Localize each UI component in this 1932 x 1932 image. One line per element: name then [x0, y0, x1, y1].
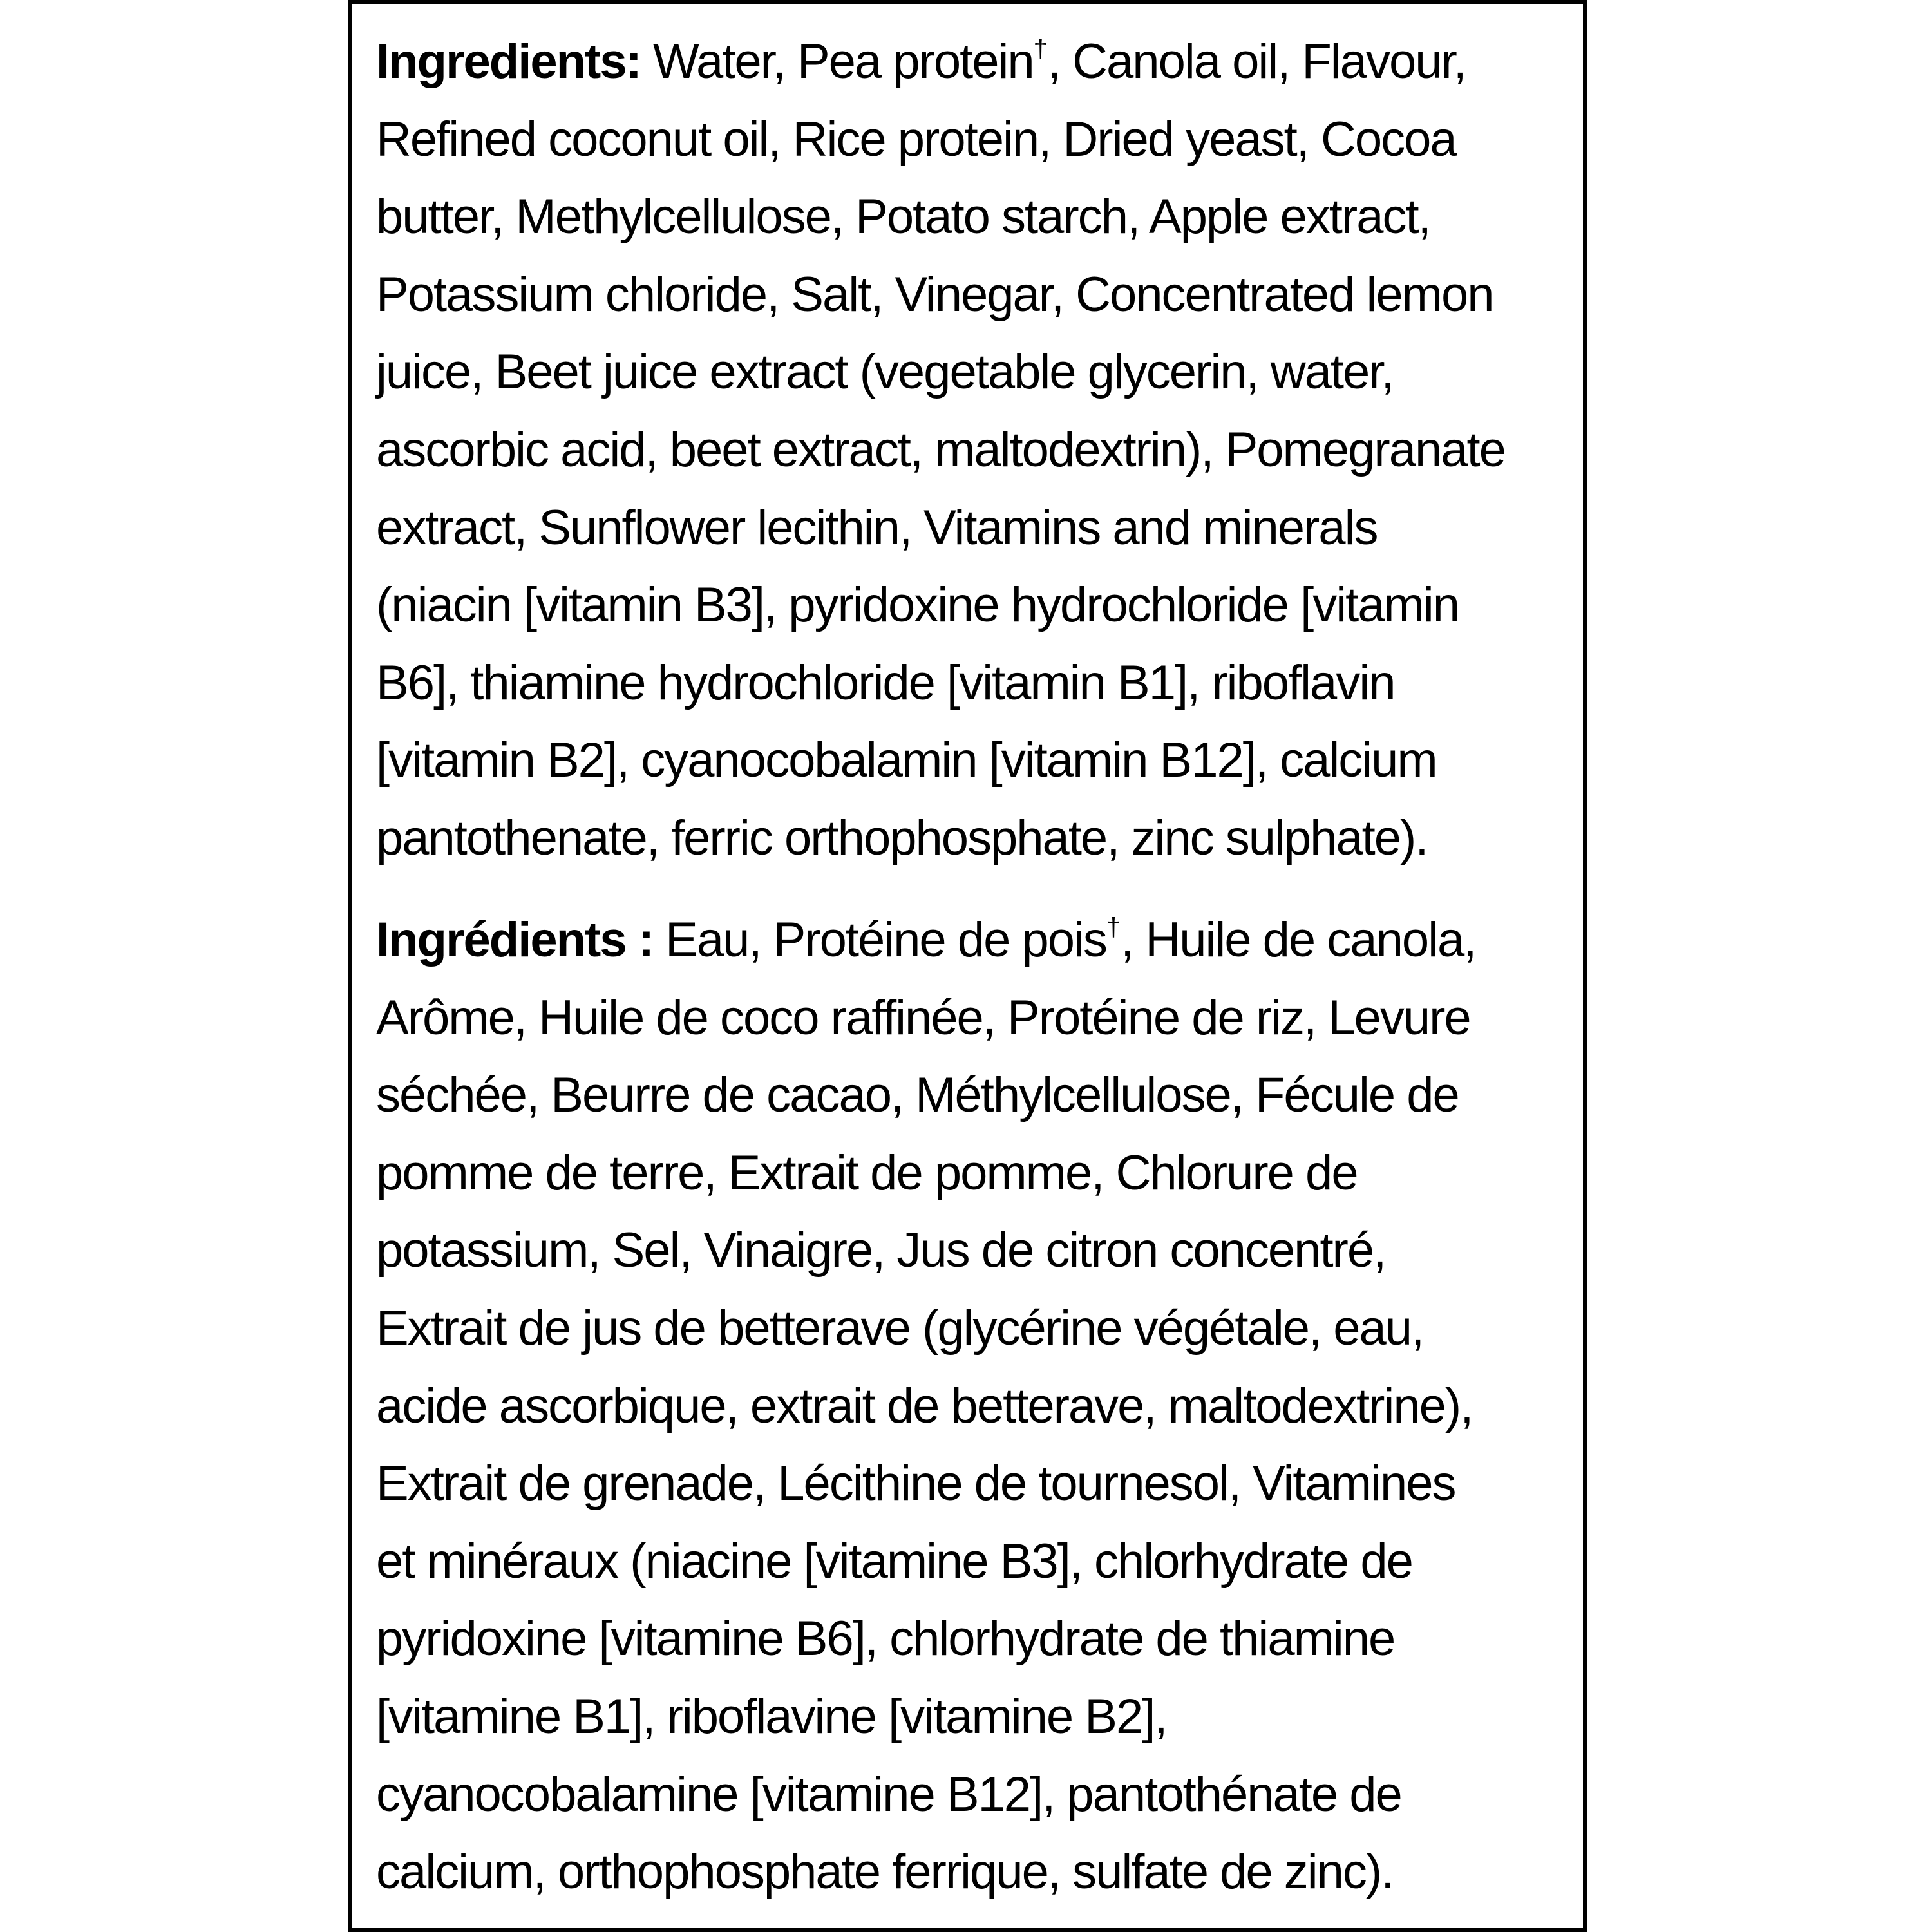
ingredient-line: Extrait de grenade, Lécithine de tournesol, Vitamines [376, 1456, 1455, 1511]
ingredient-line: Arôme, Huile de coco raffinée, Protéine de riz, Levure [376, 990, 1470, 1045]
ingredient-line: séchée, Beurre de cacao, Méthylcellulose, Fécule de [376, 1068, 1459, 1123]
ingredient-text: , Huile de canola, [1121, 913, 1476, 967]
dagger-footnote-mark: † [1106, 913, 1121, 942]
ingredients-english [376, 23, 1574, 878]
ingredients-heading-fr: Ingrédients : [376, 913, 654, 967]
ingredient-line: butter, Methylcellulose, Potato starch, Apple extract, [376, 189, 1430, 245]
ingredient-line: B6], thiamine hydrochloride [vitamin B1], riboflavin [376, 655, 1395, 710]
ingredient-line: calcium, orthophosphate ferrique, sulfate de zinc). [376, 1844, 1394, 1900]
ingredient-line: juice, Beet juice extract (vegetable glycerin, water, [376, 345, 1394, 400]
ingredient-line: cyanocobalamine [vitamine B12], pantothénate de [376, 1766, 1401, 1822]
ingredient-text: , Canola oil, Flavour, [1047, 34, 1466, 89]
ingredient-line: acide ascorbique, extrait de betterave, maltodextrine), [376, 1378, 1473, 1434]
ingredient-line: Refined coconut oil, Rice protein, Dried yeast, Cocoa [376, 111, 1456, 167]
ingredient-line: (niacin [vitamin B3], pyridoxine hydrochloride [vitamin [376, 578, 1459, 633]
ingredient-line: Potassium chloride, Salt, Vinegar, Concentrated lemon [376, 267, 1493, 322]
ingredient-line: et minéraux (niacine [vitamine B3], chlorhydrate de [376, 1533, 1412, 1589]
ingredient-line: Extrait de jus de betterave (glycérine végétale, eau, [376, 1300, 1424, 1356]
ingredient-line: extract, Sunflower lecithin, Vitamins and minerals [376, 500, 1378, 555]
ingredient-text: Water, Pea protein [640, 34, 1034, 89]
ingredients-french [376, 902, 1574, 1911]
ingredient-line: pyridoxine [vitamine B6], chlorhydrate de thiamine [376, 1611, 1395, 1667]
ingredients-label-panel [348, 0, 1587, 1932]
ingredient-line [376, 23, 1574, 101]
ingredient-line: pomme de terre, Extrait de pomme, Chlorure de [376, 1145, 1358, 1200]
ingredient-line [376, 902, 1574, 980]
ingredient-line: [vitamine B1], riboflavine [vitamine B2], [376, 1689, 1167, 1744]
ingredient-line: [vitamin B2], cyanocobalamin [vitamin B12], calcium [376, 733, 1437, 788]
ingredient-line: ascorbic acid, beet extract, maltodextrin), Pomegranate [376, 422, 1505, 477]
ingredient-text: Eau, Protéine de pois [653, 913, 1106, 967]
dagger-footnote-mark: † [1033, 34, 1048, 63]
ingredient-line: pantothenate, ferric orthophosphate, zinc sulphate). [376, 810, 1428, 866]
ingredients-heading-en: Ingredients: [376, 34, 641, 89]
ingredient-line: potassium, Sel, Vinaigre, Jus de citron concentré, [376, 1223, 1386, 1278]
